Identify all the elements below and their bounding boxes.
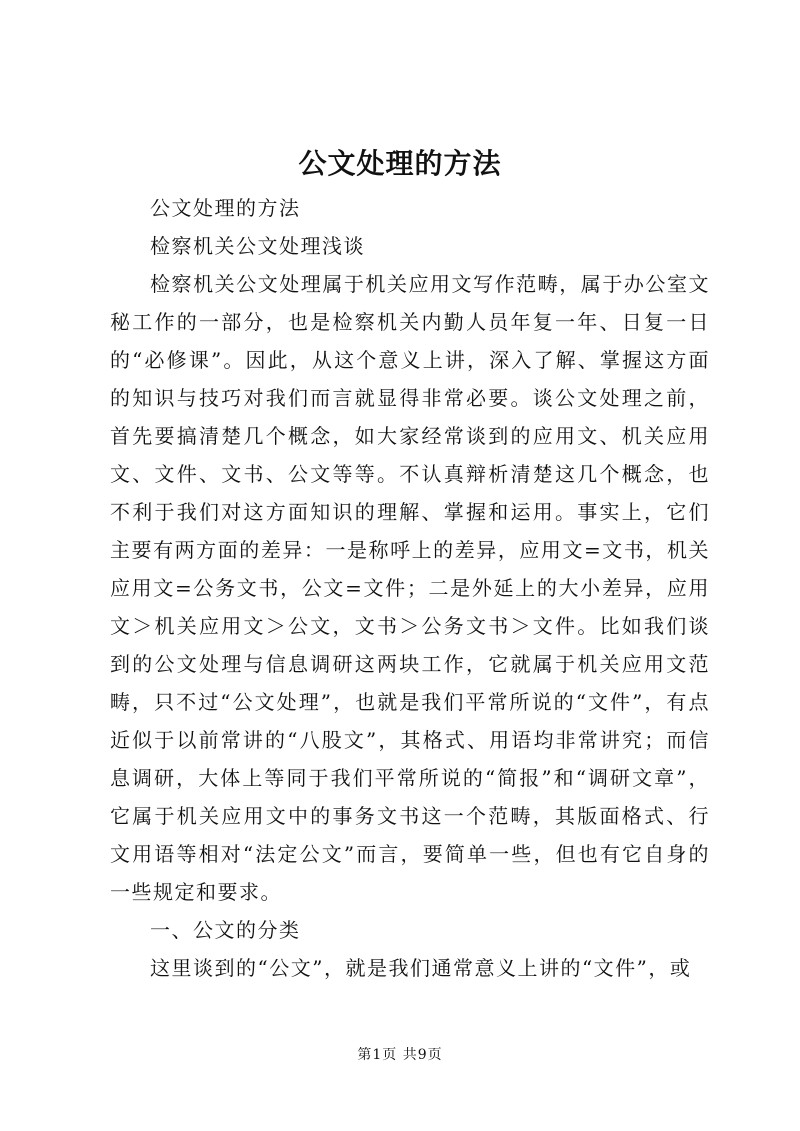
page-title: 公文处理的方法 [298,147,502,180]
section-heading: 一、公文的分类 [150,918,301,942]
subtitle-paragraph: 检察机关公文处理浅谈 [150,234,365,258]
page-footer: 第1页 共9页 [357,1047,443,1063]
body-paragraph: 检察机关公文处理属于机关应用文写作范畴，属于办公室文秘工作的一部分，也是检察机关内勤人员年复一年、日复一日的“必修课”。因此，从这个意义上讲，深入了解、掌握这方面的知识与技巧对我们而言就显得非常必要。谈公文处理之前，首先要搞清楚几个概念，如大家经常谈到的应用文、机关应用文、文件、文书、公文等等。不认真辩析清楚这几个概念，也不利于我们对这方面知识的理解、掌握和运用。事实上，它们主要有两方面的差异：一是称呼上的差异，应用文=文书，机关应用文=公务文书，公文=文件；二是外延上的大小差异，应用文＞机关应用文＞公文，文书＞公务文书＞文件。比如我们谈到的公文处理与信息调研这两块工作，它就属于机关应用文范畴，只不过“公文处理”，也就是我们平常所说的“文件”，有点近似于以前常讲的“八股文”，其格式、用语均非常讲究；而信息调研，大体上等同于我们平常所说的“简报”和“调研文章”，它属于机关应用文中的事务文书这一个范畴，其版面格式、行文用语等相对“法定公文”而言，要简单一些，但也有它自身的一些规定和要求。 [110,272,710,904]
heading-paragraph: 公文处理的方法 [150,196,301,220]
body-paragraph-continued: 这里谈到的“公文”，就是我们通常意义上讲的“文件”，或 [150,956,692,980]
